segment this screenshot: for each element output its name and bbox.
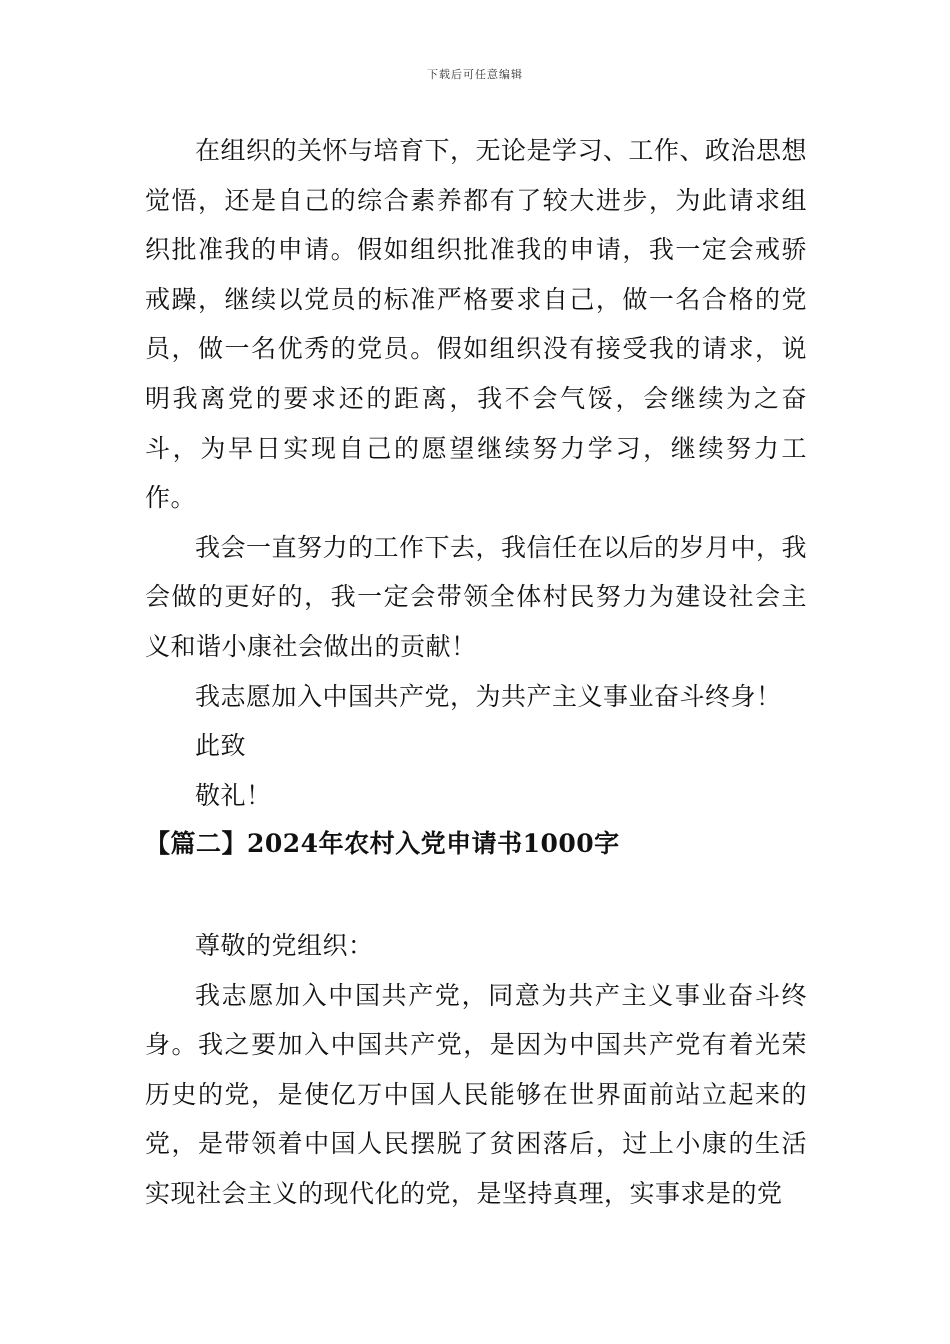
application-continuation xyxy=(145,126,807,820)
paragraph: 我志愿加入中国共产党，同意为共产主义事业奋斗终身。我之要加入中国共产党，是因为中国共产党有着光荣历史的党，是使亿万中国人民能够在世界面前站立起来的党，是带领着中国人民摆脱了贫困落后，过上小康的生活实现社会主义的现代化的党，是坚持真理，实事求是的党 xyxy=(145,980,807,1208)
section-heading-block xyxy=(145,819,807,869)
section-title: 【篇二】2024年农村入党申请书1000字 xyxy=(145,829,620,858)
paragraph: 我会一直努力的工作下去，我信任在以后的岁月中，我会做的更好的，我一定会带领全体村民努力为建设社会主义和谐小康社会做出的贡献！ xyxy=(145,532,808,661)
closing-salute: 敬礼！ xyxy=(195,780,272,810)
page-header: 下载后可任意编辑 xyxy=(427,68,523,81)
second-application xyxy=(145,921,807,1219)
salutation: 尊敬的党组织： xyxy=(195,931,374,960)
paragraph: 我志愿加入中国共产党，为共产主义事业奋斗终身！ xyxy=(195,681,782,711)
paragraph: 在组织的关怀与培育下，无论是学习、工作、政治思想觉悟，还是自己的综合素养都有了较大进步，为此请求组织批准我的申请。假如组织批准我的申请，我一定会戒骄戒躁，继续以党员的标准严格要求自己，做一名合格的党员，做一名优秀的党员。假如组织没有接受我的请求，说明我离党的要求还的距离，我不会气馁，会继续为之奋斗，为早日实现自己的愿望继续努力学习，继续努力工作。 xyxy=(145,136,808,513)
closing-greeting: 此致 xyxy=(195,731,247,761)
